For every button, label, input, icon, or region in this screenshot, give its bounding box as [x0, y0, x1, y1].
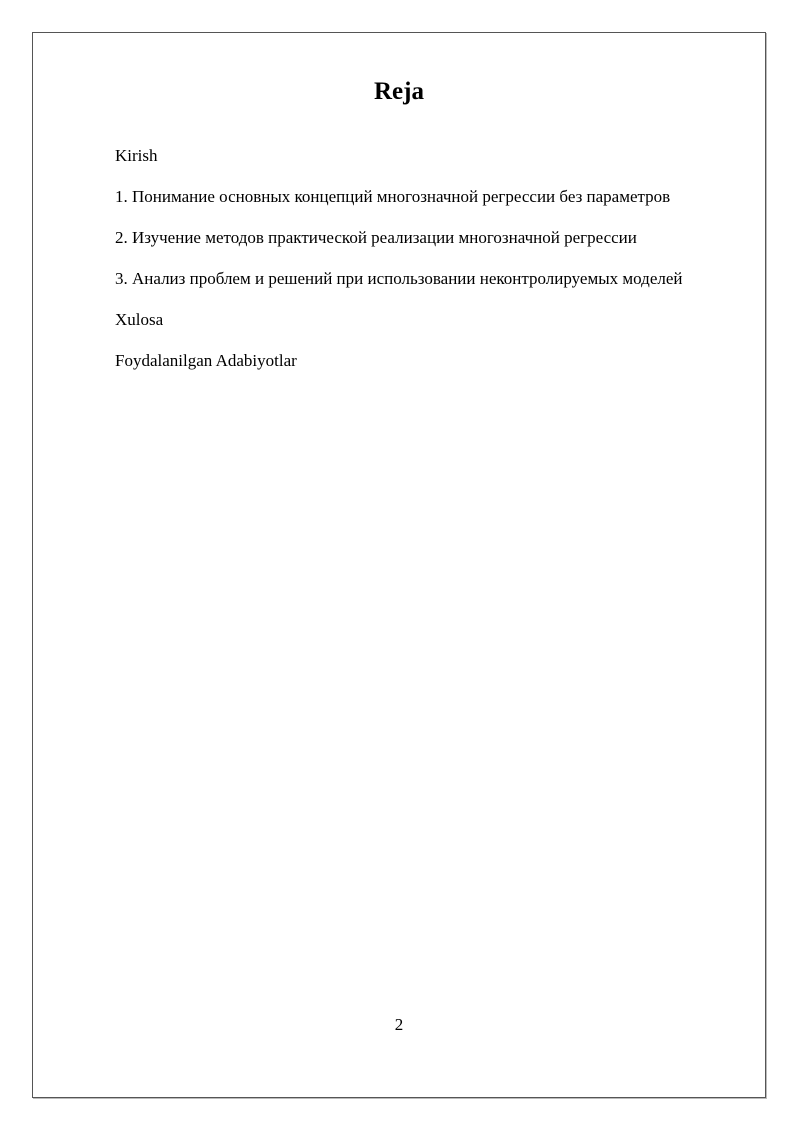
page-title: Reja — [374, 78, 424, 105]
plan-item-introduction: Kirish — [115, 146, 158, 165]
page-number: 2 — [394, 1015, 404, 1034]
plan-item-references: Foydalanilgan Adabiyotlar — [115, 351, 297, 370]
plan-item-2: 2. Изучение методов практической реализации многозначной регрессии — [115, 228, 637, 247]
plan-item-1: 1. Понимание основных концепций многозначной регрессии без параметров — [115, 187, 671, 206]
plan-list — [115, 145, 683, 391]
plan-item-3: 3. Анализ проблем и решений при использовании неконтролируемых моделей — [115, 269, 683, 288]
plan-item-conclusion: Xulosa — [115, 310, 164, 329]
